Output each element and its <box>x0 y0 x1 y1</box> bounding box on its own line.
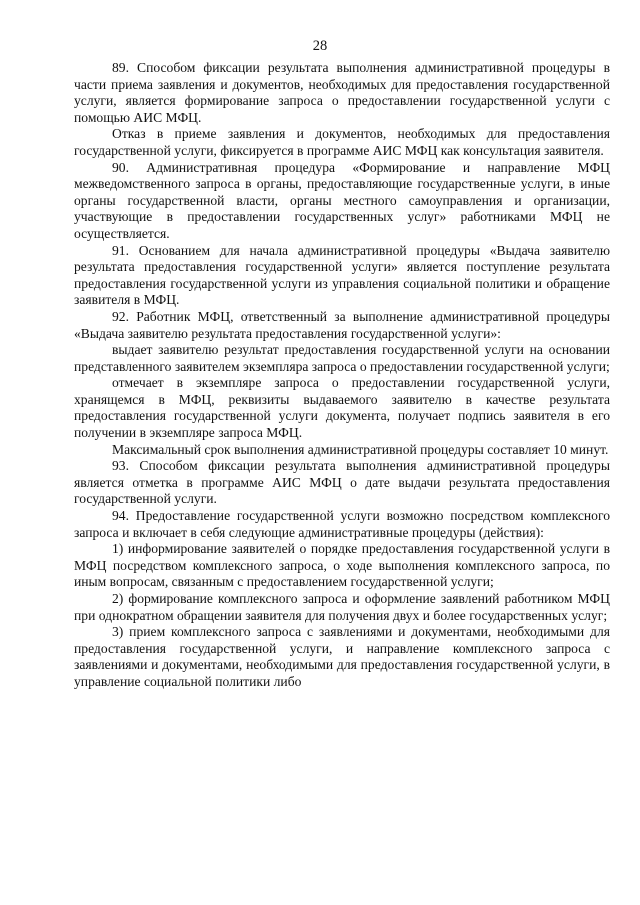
paragraph-94-item-3: 3) прием комплексного запроса с заявлениями и документами, необходимыми для предоставления государственной услуги, и направление комплексного запроса с заявлениями и документами, необходимыми для предоставления государственной услуги, в управление социальной политики либо <box>74 624 610 689</box>
paragraph-refusal: Отказ в приеме заявления и документов, необходимых для предоставления государственной услуги, фиксируется в программе АИС МФЦ как консультация заявителя. <box>74 126 610 158</box>
document-body <box>74 60 610 691</box>
paragraph-93: 93. Способом фиксации результата выполнения административной процедуры является отметка в программе АИС МФЦ о дате выдачи результата предоставления государственной услуги. <box>74 458 610 507</box>
paragraph-89: 89. Способом фиксации результата выполнения административной процедуры в части приема заявления и документов, необходимых для предоставления государственной услуги, является формирование запроса о предоставлении государственной услуги с помощью АИС МФЦ. <box>74 60 610 125</box>
paragraph-92-issues: выдает заявителю результат предоставления государственной услуги на основании представленного заявителем экземпляра запроса о предоставлении государственной услуги; <box>74 342 610 374</box>
paragraph-90: 90. Административная процедура «Формирование и направление МФЦ межведомственного запроса в органы, предоставляющие государственные услуги, в иные органы государственной власти, органы местного самоуправления и организации, участвующие в предоставлении государственных услуг» работниками МФЦ не осуществляется. <box>74 159 610 241</box>
page-number: 28 <box>312 38 328 54</box>
paragraph-94-item-2: 2) формирование комплексного запроса и оформление заявлений работником МФЦ при однократном обращении заявителя для получения двух и более государственных услуг; <box>74 591 610 623</box>
paragraph-92: 92. Работник МФЦ, ответственный за выполнение административной процедуры «Выдача заявителю результата предоставления государственной услуги»: <box>74 308 610 341</box>
paragraph-94-item-1: 1) информирование заявителей о порядке предоставления государственной услуги в МФЦ посредством комплексного запроса, о ходе выполнения комплексного запроса, по иным вопросам, связанным с предоставлением государственной услуги; <box>74 541 610 590</box>
paragraph-94: 94. Предоставление государственной услуги возможно посредством комплексного запроса и включает в себя следующие административные процедуры (действия): <box>74 508 610 540</box>
paragraph-91: 91. Основанием для начала административной процедуры «Выдача заявителю результата предоставления государственной услуги» является поступление результата предоставления государственной услуги из управления социальной политики и обращение заявителя в МФЦ. <box>74 242 610 308</box>
paragraph-max-time: Максимальный срок выполнения административной процедуры составляет 10 минут. <box>112 441 609 457</box>
paragraph-92-marks: отмечает в экземпляре запроса о предоставлении государственной услуги, хранящемся в МФЦ, реквизиты выдаваемого заявителю в качестве результата предоставления государственной услуги документа, получает подпись заявителя в его получении в экземпляре запроса МФЦ. <box>74 375 610 441</box>
